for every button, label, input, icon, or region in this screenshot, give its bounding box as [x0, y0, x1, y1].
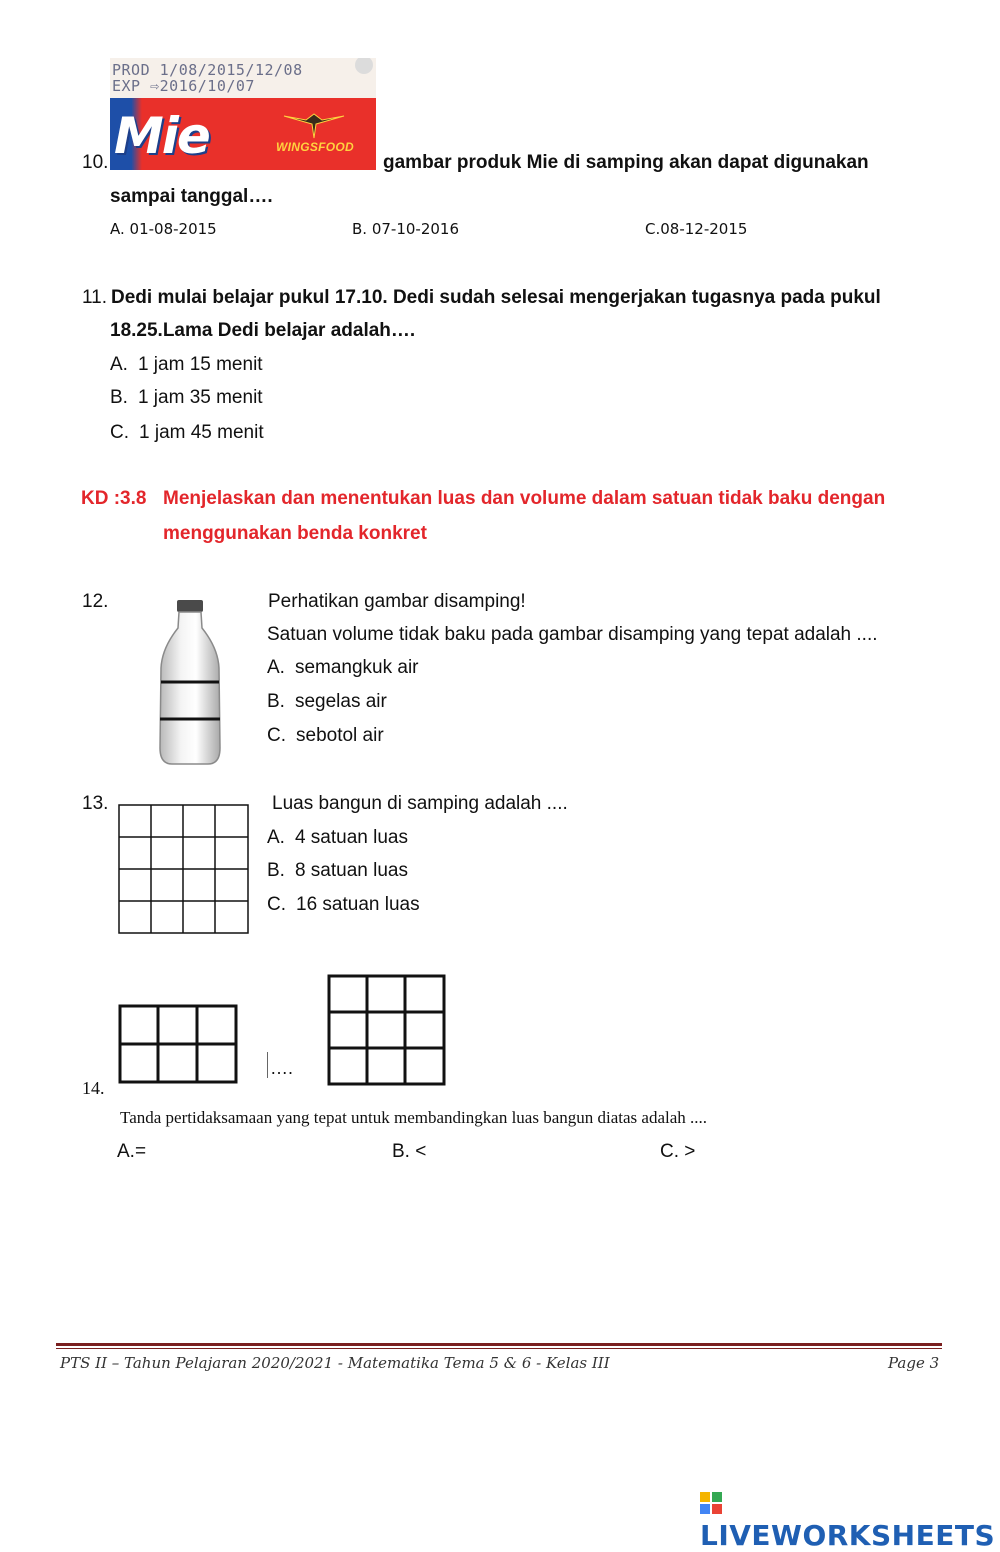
- q13-number: 13.: [82, 793, 109, 814]
- kd-line1: Menjelaskan dan menentukan luas dan volume dalam satuan tidak baku dengan: [163, 488, 886, 509]
- q14-text: Tanda pertidaksamaan yang tepat untuk membandingkan luas bangun diatas adalah ....: [120, 1108, 708, 1127]
- q14-left-grid: [118, 1004, 240, 1086]
- q11-text-line2: 18.25.Lama Dedi belajar adalah….: [110, 320, 416, 341]
- wings-icon: [282, 110, 346, 140]
- q10-text-line2: sampai tanggal….: [110, 186, 273, 207]
- kd-line2: menggunakan benda konkret: [163, 523, 427, 544]
- q10-text-line1: gambar produk Mie di samping akan dapat digunakan: [383, 152, 869, 173]
- q14-right-grid: [327, 974, 447, 1086]
- mie-product-image: [110, 58, 376, 170]
- q11-option-a[interactable]: A. 1 jam 15 menit: [110, 354, 263, 375]
- q14-ellipsis: ….: [270, 1058, 294, 1078]
- q14-number: 14.: [82, 1078, 105, 1098]
- q11-option-c[interactable]: C. 1 jam 45 menit: [110, 422, 264, 443]
- q13-text: Luas bangun di samping adalah ....: [272, 793, 568, 814]
- q10-option-a[interactable]: A. 01-08-2015: [110, 220, 217, 238]
- q11-option-b[interactable]: B. 1 jam 35 menit: [110, 387, 263, 408]
- q13-grid-shape: [118, 804, 250, 936]
- q12-option-a[interactable]: A. semangkuk air: [267, 657, 419, 678]
- bottle-icon: [150, 598, 230, 768]
- q14-option-c[interactable]: C. >: [660, 1141, 696, 1162]
- q14-option-a[interactable]: A.=: [117, 1141, 147, 1162]
- q13-option-b[interactable]: B. 8 satuan luas: [267, 860, 408, 881]
- mie-prod-date: PROD 1/08/2015/12/08 EXP ⇨2016/10/07: [112, 61, 303, 95]
- kd-code: KD :3.8: [81, 488, 147, 509]
- footer-left-text: PTS II – Tahun Pelajaran 2020/2021 - Matematika Tema 5 & 6 - Kelas III: [60, 1354, 610, 1372]
- q12-option-b[interactable]: B. segelas air: [267, 691, 387, 712]
- q12-text-line2: Satuan volume tidak baku pada gambar disamping yang tepat adalah ....: [267, 624, 878, 645]
- footer-rule: [56, 1343, 942, 1346]
- footer-rule-thin: [56, 1348, 942, 1349]
- q10-number: 10.: [82, 152, 109, 173]
- q10-option-c[interactable]: C.08-12-2015: [645, 220, 748, 238]
- q10-option-b[interactable]: B. 07-10-2016: [352, 220, 459, 238]
- page-number: Page 3: [888, 1354, 940, 1372]
- q12-number: 12.: [82, 591, 109, 612]
- q12-text-line1: Perhatikan gambar disamping!: [268, 591, 526, 612]
- mie-brand: WINGSFOOD: [276, 140, 355, 154]
- q11-number: 11.: [82, 287, 108, 308]
- q11-text-line1: Dedi mulai belajar pukul 17.10. Dedi sudah selesai mengerjakan tugasnya pada pukul: [111, 287, 881, 308]
- q13-option-c[interactable]: C. 16 satuan luas: [267, 894, 420, 915]
- q14-answer-box[interactable]: [267, 1052, 268, 1078]
- liveworksheets-logo: LIVEWORKSHEETS: [700, 1486, 1000, 1552]
- liveworksheets-icon: [700, 1492, 722, 1514]
- q13-option-a[interactable]: A. 4 satuan luas: [267, 827, 408, 848]
- mie-logo: Mie: [114, 107, 209, 165]
- q14-option-b[interactable]: B. <: [392, 1141, 427, 1162]
- q12-option-c[interactable]: C. sebotol air: [267, 725, 384, 746]
